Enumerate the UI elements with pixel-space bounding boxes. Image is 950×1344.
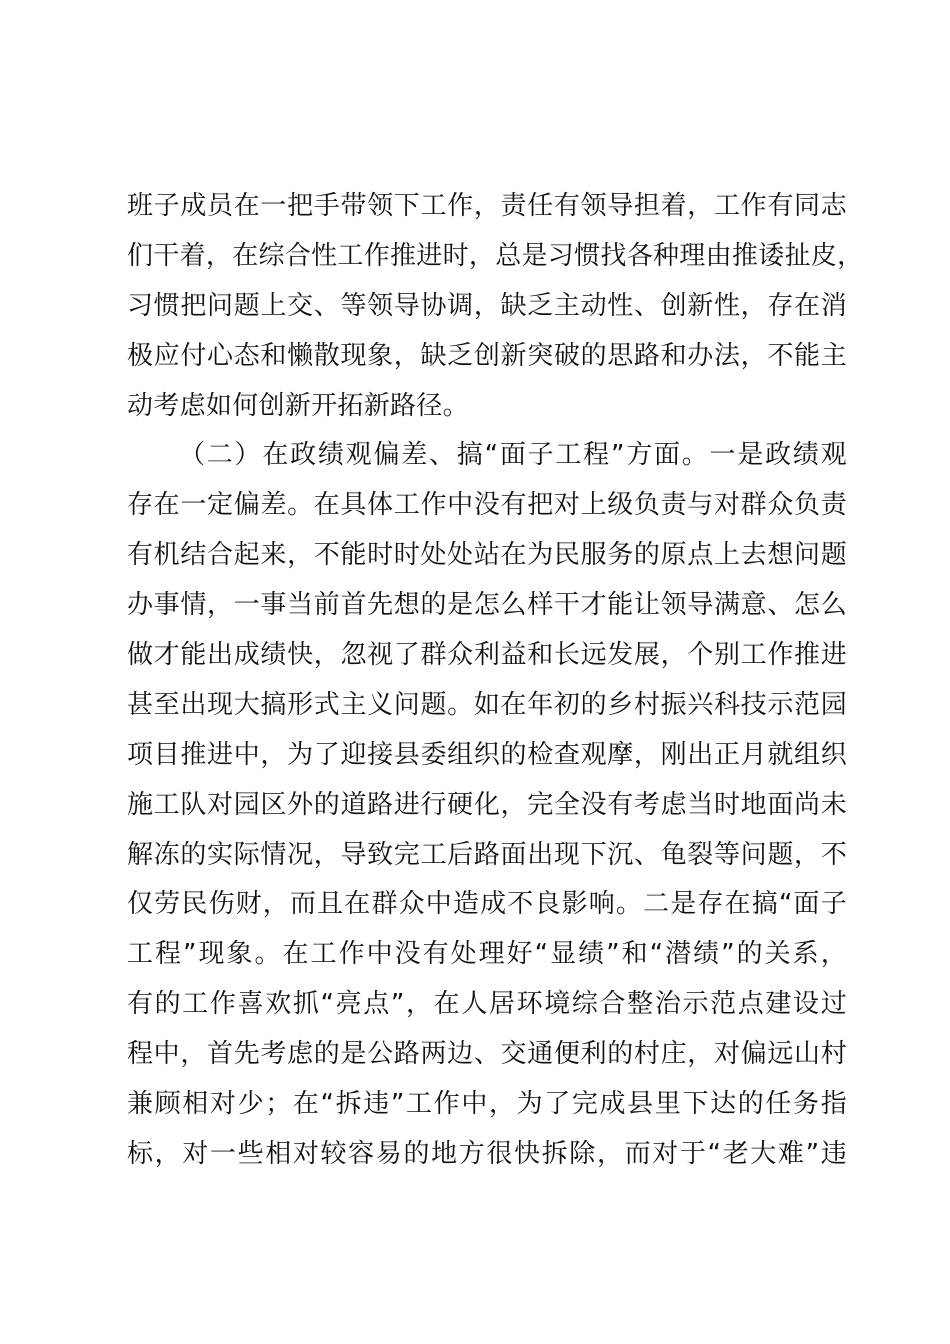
text-line: 有机结合起来，不能时时处处站在为民服务的原点上去想问题	[127, 540, 847, 571]
text-line: 仅劳民伤财，而且在群众中造成不良影响。二是存在搞“面子	[127, 889, 847, 920]
text-line: 有的工作喜欢抓“亮点”，在人居环境综合整治示范点建设过	[127, 989, 847, 1020]
text-line: 极应付心态和懒散现象，缺乏创新突破的思路和办法，不能主	[127, 340, 847, 371]
text-line: 存在一定偏差。在具体工作中没有把对上级负责与对群众负责	[127, 490, 847, 521]
text-line: 解冻的实际情况，导致完工后路面出现下沉、龟裂等问题，不	[127, 839, 847, 870]
text-line: 班子成员在一把手带领下工作，责任有领导担着，工作有同志	[127, 191, 847, 221]
text-line: 标，对一些相对较容易的地方很快拆除，而对于“老大难”违	[127, 1138, 847, 1169]
text-line: 办事情，一事当前首先想的是怎么样干才能让领导满意、怎么	[127, 590, 847, 621]
text-line: 做才能出成绩快，忽视了群众利益和长远发展，个别工作推进	[127, 640, 847, 671]
text-line: 工程”现象。在工作中没有处理好“显绩”和“潜绩”的关系，	[127, 939, 847, 970]
section-heading-line: （二）在政绩观偏差、搞“面子工程”方面。一是政绩观	[179, 440, 847, 471]
text-line: 们干着，在综合性工作推进时，总是习惯找各种理由推诿扯皮，	[127, 240, 864, 271]
text-line: 程中，首先考虑的是公路两边、交通便利的村庄，对偏远山村	[127, 1039, 847, 1070]
body-text	[127, 182, 864, 1180]
text-line: 兼顾相对少；在“拆违”工作中，为了完成县里下达的任务指	[127, 1089, 847, 1120]
text-line: 甚至出现大搞形式主义问题。如在年初的乡村振兴科技示范园	[127, 689, 847, 720]
text-line: 项目推进中，为了迎接县委组织的检查观摩，刚出正月就组织	[127, 739, 847, 770]
text-line: 动考虑如何创新开拓新路径。	[127, 390, 469, 421]
text-line: 习惯把问题上交、等领导协调，缺乏主动性、创新性，存在消	[127, 290, 847, 321]
text-line: 施工队对园区外的道路进行硬化，完全没有考虑当时地面尚未	[127, 789, 847, 820]
